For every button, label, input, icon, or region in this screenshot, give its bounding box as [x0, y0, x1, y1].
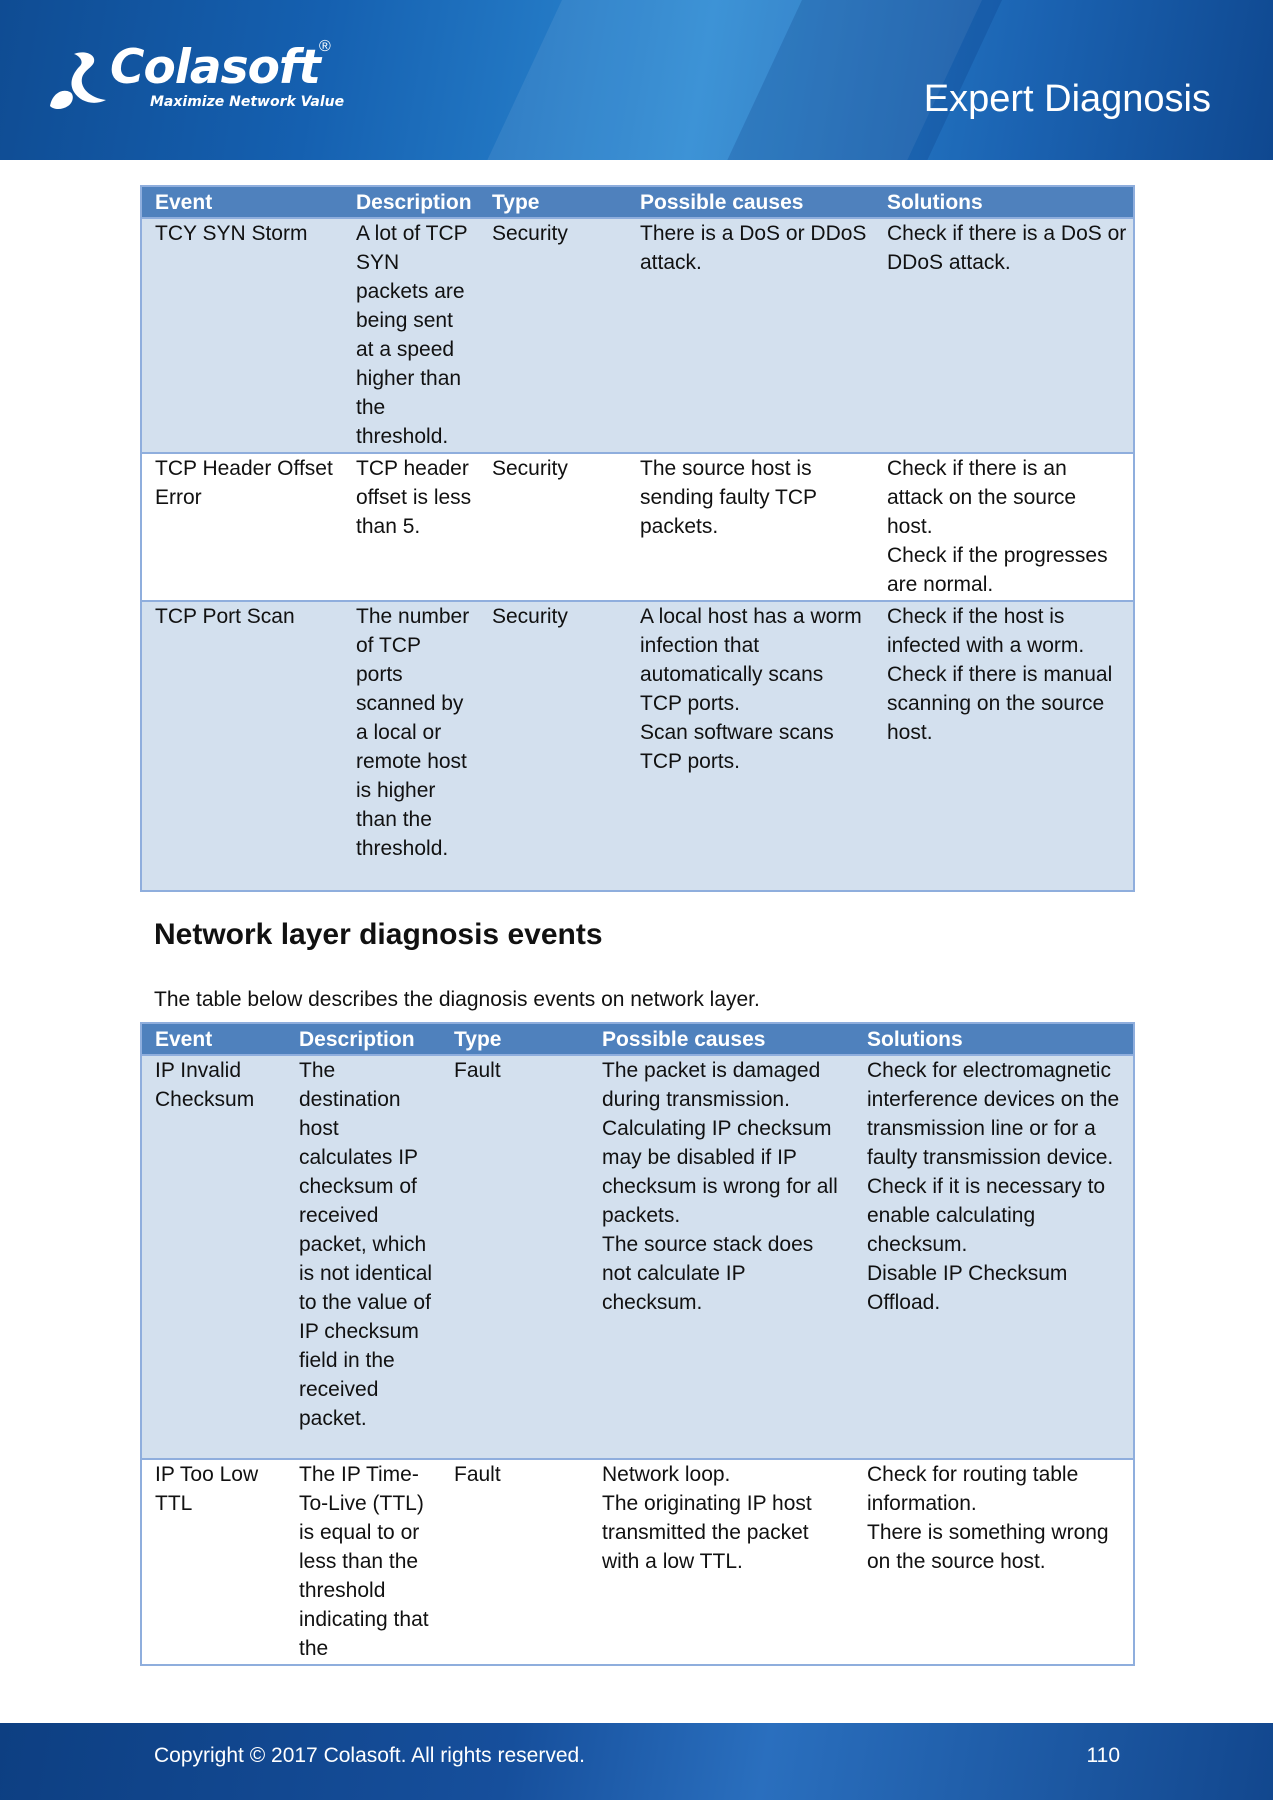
cell-type: Security [479, 453, 627, 601]
column-header-solutions: Solutions [854, 1023, 1134, 1055]
solution-line: Check if there is a DoS or DDoS attack. [887, 222, 1127, 274]
section-title: Network layer diagnosis events [154, 918, 603, 951]
page-footer [0, 1723, 1273, 1800]
cause-line: The source stack does not calculate IP checksum. [602, 1233, 814, 1314]
solution-line: Check if the progresses are normal. [887, 544, 1108, 596]
colasoft-logo [44, 40, 354, 120]
page-header [0, 0, 1273, 160]
cell-event: IP Too Low TTL [141, 1459, 286, 1665]
logo-registered-mark: ® [319, 38, 331, 55]
cell-description: TCP header offset is less than 5. [343, 453, 479, 601]
cell-possible-causes [589, 1055, 854, 1459]
cause-line: Network loop. [602, 1463, 731, 1486]
cause-line: The source host is sending faulty TCP packets. [640, 457, 817, 538]
cell-solutions [854, 1459, 1134, 1665]
table-row [141, 453, 1134, 601]
cell-possible-causes [627, 453, 874, 601]
solution-line: Disable IP Checksum Offload. [867, 1262, 1068, 1314]
cell-solutions [874, 453, 1134, 601]
logo-swirl-icon [44, 48, 114, 118]
solution-line: Check if there is manual scanning on the source host. [887, 663, 1113, 744]
logo-tagline: Maximize Network Value [150, 94, 345, 110]
table-row [141, 601, 1134, 891]
cause-line: A local host has a worm infection that automatically scans TCP ports. [640, 605, 862, 715]
cell-event: TCY SYN Storm [141, 218, 343, 453]
solution-line: There is something wrong on the source host. [867, 1521, 1109, 1573]
cell-solutions [854, 1055, 1134, 1459]
cell-event: TCP Port Scan [141, 601, 343, 891]
cell-description: The destination host calculates IP checksum of received packet, which is not identical to the value of IP checksum field in the received packet. [286, 1055, 441, 1459]
column-header-event: Event [141, 1023, 286, 1055]
cell-description: The IP Time-To-Live (TTL) is equal to or less than the threshold indicating that the [286, 1459, 441, 1665]
solution-line: Check for routing table information. [867, 1463, 1079, 1515]
cause-line: There is a DoS or DDoS attack. [640, 222, 867, 274]
cell-possible-causes [589, 1459, 854, 1665]
table-tcp-events [140, 185, 1135, 892]
table-network-layer-events [140, 1022, 1135, 1666]
column-header-description: Description [286, 1023, 441, 1055]
table-header-row [141, 1023, 1134, 1055]
cell-possible-causes [627, 601, 874, 891]
section-intro: The table below describes the diagnosis events on network layer. [154, 988, 760, 1011]
cause-line: The originating IP host transmitted the packet with a low TTL. [602, 1492, 812, 1573]
cell-type: Security [479, 218, 627, 453]
cell-possible-causes [627, 218, 874, 453]
cell-type: Fault [441, 1459, 589, 1665]
cause-line: Calculating IP checksum may be disabled if IP checksum is wrong for all packets. [602, 1117, 838, 1227]
cell-type: Security [479, 601, 627, 891]
copyright-notice: Copyright © 2017 Colasoft. All rights reserved. [154, 1744, 586, 1767]
column-header-solutions: Solutions [874, 186, 1134, 218]
cause-line: Scan software scans TCP ports. [640, 721, 834, 773]
solution-line: Check if there is an attack on the source host. [887, 457, 1077, 538]
cell-event: IP Invalid Checksum [141, 1055, 286, 1459]
solution-line: Check if the host is infected with a worm. [887, 605, 1085, 657]
page-number: 110 [1086, 1744, 1120, 1767]
solution-line: Check for electromagnetic interference devices on the transmission line or for a faulty transmission device. [867, 1059, 1120, 1169]
cell-solutions [874, 218, 1134, 453]
table-row [141, 1459, 1134, 1665]
column-header-type: Type [479, 186, 627, 218]
solution-line: Check if it is necessary to enable calculating checksum. [867, 1175, 1106, 1256]
cause-line: The packet is damaged during transmission. [602, 1059, 821, 1111]
column-header-description: Description [343, 186, 479, 218]
cell-event: TCP Header Offset Error [141, 453, 343, 601]
column-header-possible-causes: Possible causes [627, 186, 874, 218]
cell-type: Fault [441, 1055, 589, 1459]
column-header-type: Type [441, 1023, 589, 1055]
table-header-row [141, 186, 1134, 218]
table-row [141, 218, 1134, 453]
table-row [141, 1055, 1134, 1459]
column-header-event: Event [141, 186, 343, 218]
cell-description: The number of TCP ports scanned by a local or remote host is higher than the threshold. [343, 601, 479, 891]
header-title: Expert Diagnosis [923, 78, 1211, 120]
cell-description: A lot of TCP SYN packets are being sent at a speed higher than the threshold. [343, 218, 479, 453]
column-header-possible-causes: Possible causes [589, 1023, 854, 1055]
cell-solutions [874, 601, 1134, 891]
logo-wordmark: Colasoft [110, 40, 320, 95]
